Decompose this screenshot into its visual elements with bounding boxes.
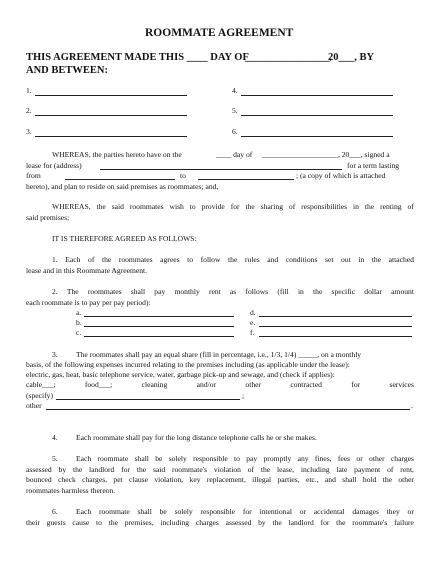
word: the [228, 255, 238, 264]
word: of [288, 202, 296, 211]
clause5-number: 5. [52, 454, 58, 463]
word: rules [244, 255, 260, 264]
rent-e-line[interactable] [259, 326, 412, 327]
word: the [382, 475, 393, 484]
word: accidental [313, 507, 345, 516]
word: (fill [277, 287, 289, 296]
word: roommates [87, 287, 122, 296]
word: fees [337, 454, 351, 463]
rent-letter-d: d. [250, 308, 256, 317]
word: violation, [154, 475, 184, 484]
word: the [371, 255, 382, 264]
word: parties, [277, 475, 300, 484]
whereas1-day-blank: ____ day of [216, 150, 253, 159]
clause3-line3: electric, gas, heat, basic telephone service, water, garbage pick-up and sewage, and (check if applies): [26, 370, 335, 379]
lease-address-label: lease for (address) [26, 161, 82, 170]
word: landlord [89, 465, 115, 474]
word: the [96, 202, 106, 211]
word: shall [134, 454, 149, 463]
rent-letter-e: e. [250, 318, 256, 327]
word: follows [245, 287, 269, 296]
word: cause [72, 518, 90, 527]
whereas2-line2: said premises; [26, 213, 70, 222]
word: or [299, 507, 307, 516]
word: follow [200, 255, 221, 264]
word: to [234, 454, 240, 463]
clause6-number: 6. [52, 507, 58, 516]
word: 2. [52, 287, 58, 296]
word: in [297, 287, 304, 296]
whereas1-text-a: WHEREAS, the parties hereto have on the [52, 150, 182, 159]
word: any [297, 454, 309, 463]
word: responsible [200, 507, 236, 516]
party-number-6: 6. [232, 127, 238, 136]
word: provide [201, 202, 225, 211]
clause5-line4: roommates harmless thereon. [26, 486, 116, 495]
and-between-label: AND BETWEEN: [26, 65, 108, 76]
word: other [369, 454, 385, 463]
word: fines, [314, 454, 332, 463]
word: WHEREAS, [52, 202, 91, 211]
word: pet [113, 475, 123, 484]
word: rent, [400, 465, 414, 474]
party-1-line[interactable] [35, 95, 187, 96]
word: of [387, 465, 394, 474]
word: roommate [98, 507, 130, 516]
word: and [267, 255, 279, 264]
word: the [72, 465, 83, 474]
rent-letter-a: a. [76, 308, 82, 317]
party-number-3: 3. [26, 127, 32, 136]
word: shall [137, 507, 152, 516]
clause5-line3 [26, 476, 414, 484]
word: other [398, 475, 414, 484]
clause1-line2: lease and in this Roommate Agreement. [26, 266, 148, 275]
word: responsibilities [301, 202, 348, 211]
party-4-line[interactable] [241, 95, 393, 96]
word: for [230, 202, 240, 211]
word: the [108, 518, 118, 527]
rent-f-line[interactable] [259, 336, 412, 337]
clause3-line2: basis, of the following expenses incurred relating to the premises including (as applicable under the lease): [26, 360, 350, 369]
rent-a-line[interactable] [84, 316, 234, 317]
word: solely [174, 507, 193, 516]
party-3-line[interactable] [35, 136, 187, 137]
word: premises, [124, 518, 154, 527]
word: dollar [364, 287, 382, 296]
word: pay [246, 454, 258, 463]
word: said [111, 202, 124, 211]
rent-d-line[interactable] [259, 316, 412, 317]
word: roommates [129, 202, 164, 211]
word: services [389, 380, 414, 389]
whereas2-line1 [52, 203, 414, 211]
word: charges [195, 518, 219, 527]
word: roommate's [352, 518, 388, 527]
word: other [245, 380, 262, 389]
word: and [324, 475, 336, 484]
word: including [160, 518, 190, 527]
word: be [159, 507, 167, 516]
party-number-1: 1. [26, 86, 32, 95]
rent-c-line[interactable] [84, 336, 234, 337]
agreement-year-label: 20___, BY [328, 52, 375, 63]
from-date-line[interactable] [65, 179, 175, 180]
term-lasting-label: for a term lasting [347, 161, 400, 170]
word: solely [168, 454, 187, 463]
word: conditions [285, 255, 318, 264]
word: Each [76, 507, 92, 516]
clause5-line1 [76, 455, 414, 463]
word: in [353, 202, 359, 211]
word: the [260, 465, 271, 474]
word: said [152, 465, 166, 474]
rent-b-line[interactable] [84, 326, 234, 327]
word: the [101, 255, 112, 264]
from-label: from [26, 171, 41, 180]
word: specific [331, 287, 356, 296]
word: The [66, 287, 79, 296]
word: responsible [193, 454, 228, 463]
word: their [26, 518, 40, 527]
party-5-line[interactable] [241, 115, 393, 116]
word: roommates [118, 255, 153, 264]
party-6-line[interactable] [241, 136, 393, 137]
word: guests [46, 518, 66, 527]
whereas1-date-blank: ____________________, 20___, signed a [262, 150, 390, 159]
word: amount [391, 287, 414, 296]
word: food___; [84, 380, 113, 389]
word: pay [154, 287, 166, 296]
agreed-heading: IT IS THEREFORE AGREED AS FOLLOWS: [52, 234, 197, 243]
word: rent [208, 287, 221, 296]
word: they [386, 507, 400, 516]
word: charges [390, 454, 414, 463]
word: the [245, 202, 255, 211]
clause6-line1 [76, 508, 414, 516]
word: for [242, 507, 252, 516]
word: of [407, 202, 414, 211]
word: damages [352, 507, 379, 516]
word: clause [129, 475, 148, 484]
clause4-number: 4. [52, 433, 58, 442]
word: attached [388, 255, 414, 264]
word: roommate [97, 454, 129, 463]
word: of [88, 255, 95, 264]
word: the [364, 202, 375, 211]
word: bounced [26, 475, 52, 484]
word: intentional [259, 507, 292, 516]
party-number-2: 2. [26, 106, 32, 115]
word: illegal [252, 475, 272, 484]
word: be [155, 454, 163, 463]
word: charges, [82, 475, 108, 484]
word: check [58, 475, 76, 484]
clause3-line4 [26, 381, 414, 389]
word: hold [362, 475, 377, 484]
word: wish [169, 202, 184, 211]
word: or [356, 454, 363, 463]
word: out [341, 255, 351, 264]
word: the [136, 465, 147, 474]
word: the [272, 518, 282, 527]
word: set [325, 255, 334, 264]
word: renting [380, 202, 402, 211]
word: Each [76, 454, 92, 463]
party-number-4: 4. [232, 86, 238, 95]
word: promptly [263, 454, 292, 463]
word: key [189, 475, 201, 484]
other-end: . [411, 401, 413, 410]
word: as [229, 287, 237, 296]
clause3-number: 3. [52, 350, 58, 359]
specify-line[interactable] [56, 399, 240, 400]
word: to [189, 202, 196, 211]
word: in [358, 255, 365, 264]
word: to [96, 518, 102, 527]
rent-letter-b: b. [76, 318, 82, 327]
clause3-line1: The roommates shall pay an equal share (fill in percentage, i.e., 1/3, 1/4) _____, on a monthly [76, 350, 362, 359]
word: by [258, 518, 266, 527]
copy-attached-text: ; (a copy of which is attached [296, 171, 386, 180]
word: assessed [225, 518, 252, 527]
word: roommate's [171, 465, 208, 474]
word: assessed [26, 465, 52, 474]
word: cleaning [141, 380, 168, 389]
word: payment [354, 465, 381, 474]
word: cable___; [26, 380, 56, 389]
word: late [336, 465, 348, 474]
word: failure [394, 518, 414, 527]
to-label: to [180, 171, 186, 180]
word: for [351, 380, 361, 389]
rent-letter-f: f. [250, 328, 255, 337]
word: to [187, 255, 194, 264]
word: lease, [276, 465, 295, 474]
clause2-line2: each roommate is to pay per pay period): [26, 298, 151, 307]
clause5-line2 [26, 466, 414, 474]
other-line[interactable] [46, 409, 410, 410]
word: etc., [305, 475, 319, 484]
word: violation [213, 465, 241, 474]
word: the [336, 518, 346, 527]
word: shall [130, 287, 146, 296]
word: contracted [290, 380, 322, 389]
word: of [247, 465, 255, 474]
agreement-month-blank: ________________, [245, 52, 332, 63]
clause4-text: Each roommate shall pay for the long distance telephone calls he or she makes. [76, 433, 317, 442]
party-2-line[interactable] [35, 115, 187, 116]
word: sharing [260, 202, 284, 211]
to-date-line[interactable] [198, 179, 294, 180]
whereas1-line4: hereto), and plan to reside on said premises as roommates; and, [26, 182, 219, 191]
word: including [300, 465, 330, 474]
word: the [313, 287, 323, 296]
word: for [320, 518, 330, 527]
word: 1. [52, 255, 58, 264]
word: replacement, [206, 475, 246, 484]
word: agrees [160, 255, 180, 264]
word: landlord [288, 518, 314, 527]
word: or [407, 507, 414, 516]
word: shall [342, 475, 357, 484]
clause1-line1 [52, 256, 414, 264]
agreement-made-label: THIS AGREEMENT MADE THIS ____ DAY OF [26, 52, 249, 63]
word: monthly [174, 287, 200, 296]
clause6-line2 [26, 519, 414, 527]
specify-end: ; [242, 391, 245, 400]
other-label: other [26, 401, 42, 410]
lease-address-line[interactable] [100, 169, 342, 170]
clause2-line1 [52, 288, 414, 296]
word: Each [65, 255, 81, 264]
word: for [121, 465, 131, 474]
rent-letter-c: c. [76, 328, 82, 337]
page-title: ROOMMATE AGREEMENT [145, 27, 294, 39]
word: and/or [196, 380, 217, 389]
word: by [58, 465, 67, 474]
party-number-5: 5. [232, 106, 238, 115]
specify-label: (specify) [26, 391, 53, 400]
